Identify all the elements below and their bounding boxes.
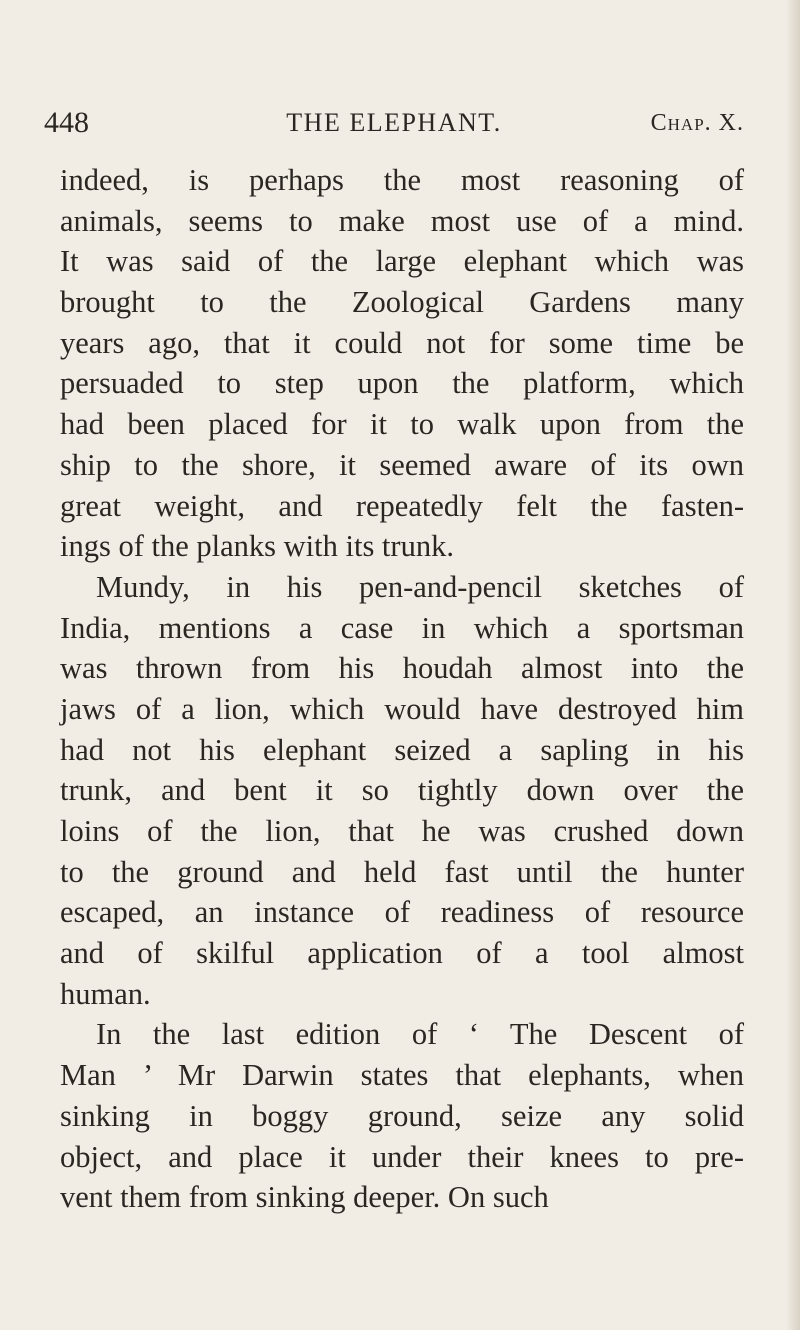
text-line: persuaded to step upon the platform, which (60, 366, 744, 401)
text-line: In the last edition of ‘ The Descent of (96, 1017, 744, 1052)
text-line: brought to the Zoological Gardens many (60, 285, 744, 320)
running-title: THE ELEPHANT. (286, 108, 502, 137)
page-edge-shadow (786, 0, 800, 1330)
text-line: sinking in boggy ground, seize any solid (60, 1098, 744, 1133)
text-line: indeed, is perhaps the most reasoning of (60, 163, 744, 197)
text-line: vent them from sinking deeper. On such (60, 1180, 549, 1215)
text-line: years ago, that it could not for some time be (60, 325, 744, 360)
text-line: Man ’ Mr Darwin states that elephants, when (60, 1058, 744, 1093)
chapter-label: Chap. X. (650, 110, 744, 136)
text-line: ship to the shore, it seemed aware of its own (60, 447, 744, 482)
text-line: had not his elephant seized a sapling in his (60, 732, 744, 767)
text-line: ings of the planks with its trunk. (60, 529, 454, 564)
text-line: escaped, an instance of readiness of resource (60, 895, 744, 930)
text-line: object, and place it under their knees to pre- (60, 1139, 744, 1174)
text-line: had been placed for it to walk upon from the (60, 407, 744, 442)
text-line: animals, seems to make most use of a mind. (60, 203, 744, 238)
text-line: to the ground and held fast until the hunter (60, 854, 744, 889)
page-header (44, 106, 744, 146)
text-line: trunk, and bent it so tightly down over the (60, 773, 744, 808)
page-number: 448 (44, 106, 89, 139)
text-line: was thrown from his houdah almost into the (60, 651, 744, 686)
text-line: great weight, and repeatedly felt the fasten- (60, 488, 744, 523)
text-line: jaws of a lion, which would have destroyed him (60, 691, 744, 726)
page-body (60, 160, 744, 1218)
text-line: It was said of the large elephant which was (60, 244, 744, 279)
text-line: human. (60, 976, 151, 1011)
text-line: India, mentions a case in which a sportsman (60, 610, 744, 645)
text-line: and of skilful application of a tool almost (60, 936, 744, 971)
text-line: loins of the lion, that he was crushed down (60, 814, 744, 848)
text-line: Mundy, in his pen-and-pencil sketches of (96, 569, 744, 604)
